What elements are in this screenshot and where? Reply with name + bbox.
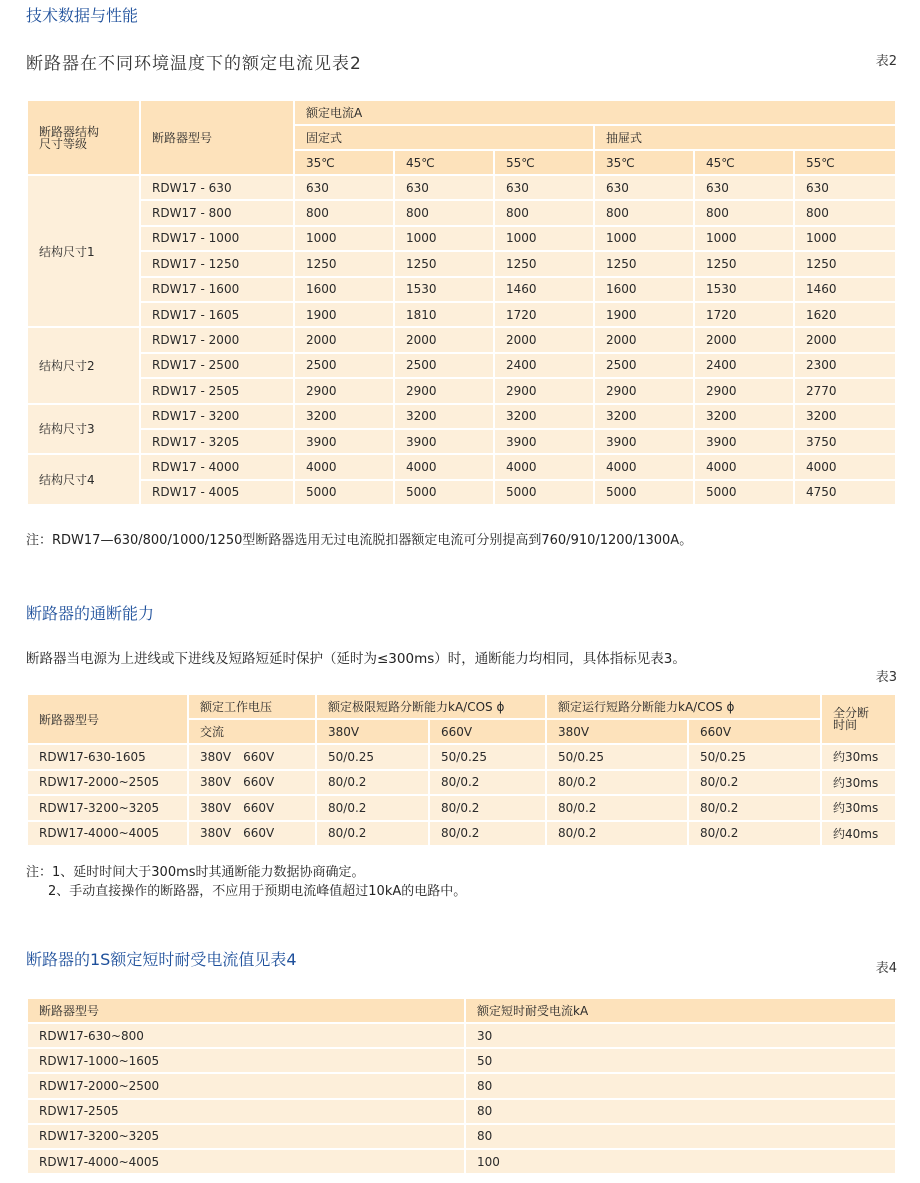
voltage-660-header: 660V (429, 719, 546, 744)
table-row (27, 353, 896, 378)
ultimate-660-cell: 50/0.25 (429, 744, 546, 770)
model-cell: RDW17 - 630 (140, 175, 294, 200)
ultimate-660-cell: 80/0.2 (429, 770, 546, 796)
model-cell: RDW17 - 1600 (140, 277, 294, 302)
table-row (27, 327, 896, 352)
ac-header: 交流 (188, 719, 316, 744)
withstand-value-cell: 50 (465, 1048, 896, 1073)
table-row (27, 744, 896, 770)
current-value-cell: 2000 (594, 327, 694, 352)
table2-caption: 断路器在不同环境温度下的额定电流见表2 (26, 54, 362, 74)
service-380-cell: 80/0.2 (546, 770, 688, 796)
current-value-cell: 2900 (394, 378, 494, 403)
model-header: 断路器型号 (27, 694, 188, 744)
table-row (27, 480, 896, 505)
current-value-cell: 3750 (794, 429, 896, 454)
table-row (27, 1073, 896, 1098)
table-row (27, 429, 896, 454)
frame-grade-header-line1: 断路器结构 (39, 124, 100, 139)
current-value-cell: 630 (394, 175, 494, 200)
rated-current-header: 额定电流A (294, 100, 896, 125)
current-value-cell: 3900 (394, 429, 494, 454)
model-cell: RDW17 - 800 (140, 200, 294, 225)
break-time-header-line1: 全分断 (833, 706, 870, 720)
current-value-cell: 2300 (794, 353, 896, 378)
table3-label: 表3 (875, 670, 897, 685)
frame-grade-cell: 结构尺寸1 (27, 175, 140, 327)
model-cell: RDW17 - 1000 (140, 226, 294, 251)
break-time-header (821, 694, 896, 744)
current-value-cell: 2900 (494, 378, 594, 403)
table4-label: 表4 (875, 961, 897, 976)
current-value-cell: 1530 (394, 277, 494, 302)
current-value-cell: 1250 (794, 251, 896, 276)
model-cell: RDW17 - 1250 (140, 251, 294, 276)
model-header: 断路器型号 (27, 998, 465, 1023)
current-value-cell: 1000 (494, 226, 594, 251)
current-value-cell: 3900 (594, 429, 694, 454)
table2-label: 表2 (875, 54, 897, 69)
current-value-cell: 1900 (594, 302, 694, 327)
model-header: 断路器型号 (140, 100, 294, 175)
current-value-cell: 4000 (694, 454, 794, 479)
frame-grade-cell: 结构尺寸3 (27, 404, 140, 455)
voltage-value: 660V (243, 800, 275, 815)
current-value-cell: 1000 (594, 226, 694, 251)
model-cell: RDW17 - 3200 (140, 404, 294, 429)
table3-note-1: 注：1、延时时间大于300ms时其通断能力数据协商确定。 (26, 865, 365, 880)
fixed-type-header: 固定式 (294, 125, 594, 150)
voltage-value: 380V (200, 775, 232, 790)
model-cell: RDW17 - 2505 (140, 378, 294, 403)
current-value-cell: 1600 (294, 277, 394, 302)
current-value-cell: 630 (294, 175, 394, 200)
frame-grade-cell: 结构尺寸2 (27, 327, 140, 403)
current-value-cell: 4000 (294, 454, 394, 479)
model-cell: RDW17-4000~4005 (27, 821, 188, 847)
current-value-cell: 800 (694, 200, 794, 225)
section-title: 技术数据与性能 (26, 6, 139, 25)
current-value-cell: 1720 (494, 302, 594, 327)
current-value-cell: 1600 (594, 277, 694, 302)
break-time-cell: 约30ms (821, 770, 896, 796)
frame-grade-header-line2: 尺寸等级 (39, 136, 88, 151)
current-value-cell: 1250 (694, 251, 794, 276)
current-value-cell: 2500 (594, 353, 694, 378)
model-cell: RDW17-2000~2505 (27, 770, 188, 796)
current-value-cell: 1000 (294, 226, 394, 251)
table-row (27, 795, 896, 821)
current-value-cell: 800 (394, 200, 494, 225)
current-value-cell: 1460 (494, 277, 594, 302)
model-cell: RDW17 - 1605 (140, 302, 294, 327)
table2-note: 注：RDW17—630/800/1000/1250型断路器选用无过电流脱扣器额定电流可分别提高到760/910/1200/1300A。 (26, 533, 693, 548)
temp-header: 55℃ (794, 150, 896, 175)
table-row (27, 821, 896, 847)
model-cell: RDW17 - 4005 (140, 480, 294, 505)
table-row (27, 200, 896, 225)
current-value-cell: 4750 (794, 480, 896, 505)
current-value-cell: 2500 (394, 353, 494, 378)
current-value-cell: 630 (694, 175, 794, 200)
withstand-value-cell: 80 (465, 1099, 896, 1124)
current-value-cell: 5000 (394, 480, 494, 505)
current-value-cell: 5000 (294, 480, 394, 505)
ultimate-380-cell: 50/0.25 (316, 744, 429, 770)
service-660-cell: 50/0.25 (688, 744, 821, 770)
table-row (27, 226, 896, 251)
model-cell: RDW17-630-1605 (27, 744, 188, 770)
voltage-value: 660V (243, 826, 275, 841)
model-cell: RDW17-3200~3205 (27, 1124, 465, 1149)
ultimate-breaking-header: 额定极限短路分断能力kA/COS ϕ (316, 694, 546, 719)
current-value-cell: 3200 (494, 404, 594, 429)
table3-note-2: 2、手动直接操作的断路器，不应用于预期电流峰值超过10kA的电路中。 (48, 884, 467, 899)
table-row (27, 251, 896, 276)
table-body (27, 744, 896, 846)
table-row (27, 1048, 896, 1073)
break-time-header-line2: 时间 (833, 718, 858, 732)
model-cell: RDW17 - 2000 (140, 327, 294, 352)
break-time-cell: 约40ms (821, 821, 896, 847)
current-value-cell: 2900 (294, 378, 394, 403)
current-value-cell: 800 (794, 200, 896, 225)
table-row (27, 175, 896, 200)
frame-grade-header (27, 100, 140, 175)
current-value-cell: 3200 (694, 404, 794, 429)
voltage-value: 380V (200, 800, 232, 815)
table-row (27, 378, 896, 403)
table-body (27, 175, 896, 505)
ultimate-660-cell: 80/0.2 (429, 795, 546, 821)
voltage-value: 660V (243, 749, 275, 764)
current-value-cell: 2000 (394, 327, 494, 352)
current-value-cell: 3900 (694, 429, 794, 454)
model-cell: RDW17 - 4000 (140, 454, 294, 479)
current-value-cell: 2900 (694, 378, 794, 403)
current-value-cell: 1530 (694, 277, 794, 302)
table-row (27, 1149, 896, 1174)
withstand-current-heading: 断路器的1S额定短时耐受电流值见表4 (26, 950, 297, 969)
current-value-cell: 1250 (494, 251, 594, 276)
voltage-value: 380V (200, 826, 232, 841)
ultimate-380-cell: 80/0.2 (316, 770, 429, 796)
voltage-660-header: 660V (688, 719, 821, 744)
current-value-cell: 630 (494, 175, 594, 200)
breaking-capacity-table (26, 693, 897, 847)
voltage-cell (188, 770, 316, 796)
header-row (27, 694, 896, 719)
model-cell: RDW17-4000~4005 (27, 1149, 465, 1174)
current-value-cell: 2500 (294, 353, 394, 378)
current-value-cell: 1250 (294, 251, 394, 276)
withstand-value-cell: 80 (465, 1124, 896, 1149)
current-value-cell: 4000 (394, 454, 494, 479)
withstand-header: 额定短时耐受电流kA (465, 998, 896, 1023)
voltage-cell (188, 744, 316, 770)
table-body (27, 1023, 896, 1174)
voltage-cell (188, 821, 316, 847)
breaking-capacity-intro: 断路器当电源为上进线或下进线及短路短延时保护（延时为≤300ms）时，通断能力均相同，具体指标见表3。 (26, 651, 686, 667)
model-cell: RDW17 - 3205 (140, 429, 294, 454)
current-value-cell: 3200 (294, 404, 394, 429)
temp-header: 45℃ (394, 150, 494, 175)
withstand-value-cell: 30 (465, 1023, 896, 1048)
model-cell: RDW17-630~800 (27, 1023, 465, 1048)
voltage-value: 660V (243, 775, 275, 790)
current-value-cell: 800 (494, 200, 594, 225)
breaking-capacity-heading: 断路器的通断能力 (26, 604, 155, 623)
table-row (27, 277, 896, 302)
current-value-cell: 4000 (594, 454, 694, 479)
temp-header: 45℃ (694, 150, 794, 175)
voltage-value: 380V (200, 749, 232, 764)
current-value-cell: 4000 (494, 454, 594, 479)
service-660-cell: 80/0.2 (688, 795, 821, 821)
current-value-cell: 4000 (794, 454, 896, 479)
current-value-cell: 3200 (594, 404, 694, 429)
current-value-cell: 3200 (794, 404, 896, 429)
current-value-cell: 2400 (694, 353, 794, 378)
drawout-type-header: 抽屉式 (594, 125, 896, 150)
withstand-current-table (26, 997, 897, 1175)
header-row (27, 100, 896, 125)
frame-grade-cell: 结构尺寸4 (27, 454, 140, 505)
current-value-cell: 5000 (694, 480, 794, 505)
current-value-cell: 1810 (394, 302, 494, 327)
current-value-cell: 3900 (294, 429, 394, 454)
temp-header: 55℃ (494, 150, 594, 175)
header-row (27, 998, 896, 1023)
current-value-cell: 2000 (794, 327, 896, 352)
temp-header: 35℃ (294, 150, 394, 175)
service-380-cell: 50/0.25 (546, 744, 688, 770)
table-row (27, 1099, 896, 1124)
current-value-cell: 1250 (594, 251, 694, 276)
current-value-cell: 3200 (394, 404, 494, 429)
rated-voltage-header: 额定工作电压 (188, 694, 316, 719)
withstand-value-cell: 100 (465, 1149, 896, 1174)
ultimate-660-cell: 80/0.2 (429, 821, 546, 847)
rated-current-table (26, 99, 897, 506)
current-value-cell: 2770 (794, 378, 896, 403)
current-value-cell: 2900 (594, 378, 694, 403)
current-value-cell: 1250 (394, 251, 494, 276)
current-value-cell: 2400 (494, 353, 594, 378)
withstand-value-cell: 80 (465, 1073, 896, 1098)
current-value-cell: 3900 (494, 429, 594, 454)
service-660-cell: 80/0.2 (688, 821, 821, 847)
current-value-cell: 1460 (794, 277, 896, 302)
current-value-cell: 800 (294, 200, 394, 225)
table-row (27, 404, 896, 429)
model-cell: RDW17-3200~3205 (27, 795, 188, 821)
model-cell: RDW17-1000~1605 (27, 1048, 465, 1073)
service-660-cell: 80/0.2 (688, 770, 821, 796)
table-row (27, 302, 896, 327)
current-value-cell: 630 (794, 175, 896, 200)
voltage-380-header: 380V (316, 719, 429, 744)
break-time-cell: 约30ms (821, 795, 896, 821)
current-value-cell: 1900 (294, 302, 394, 327)
ultimate-380-cell: 80/0.2 (316, 821, 429, 847)
current-value-cell: 5000 (594, 480, 694, 505)
break-time-cell: 约30ms (821, 744, 896, 770)
current-value-cell: 1620 (794, 302, 896, 327)
model-cell: RDW17-2000~2500 (27, 1073, 465, 1098)
model-cell: RDW17-2505 (27, 1099, 465, 1124)
current-value-cell: 2000 (494, 327, 594, 352)
service-380-cell: 80/0.2 (546, 821, 688, 847)
temp-header: 35℃ (594, 150, 694, 175)
service-breaking-header: 额定运行短路分断能力kA/COS ϕ (546, 694, 821, 719)
current-value-cell: 1000 (394, 226, 494, 251)
current-value-cell: 630 (594, 175, 694, 200)
current-value-cell: 1720 (694, 302, 794, 327)
table-row (27, 1023, 896, 1048)
table-row (27, 1124, 896, 1149)
voltage-380-header: 380V (546, 719, 688, 744)
current-value-cell: 2000 (294, 327, 394, 352)
current-value-cell: 5000 (494, 480, 594, 505)
voltage-cell (188, 795, 316, 821)
ultimate-380-cell: 80/0.2 (316, 795, 429, 821)
service-380-cell: 80/0.2 (546, 795, 688, 821)
current-value-cell: 800 (594, 200, 694, 225)
current-value-cell: 1000 (694, 226, 794, 251)
current-value-cell: 1000 (794, 226, 896, 251)
table-row (27, 454, 896, 479)
table-row (27, 770, 896, 796)
model-cell: RDW17 - 2500 (140, 353, 294, 378)
current-value-cell: 2000 (694, 327, 794, 352)
